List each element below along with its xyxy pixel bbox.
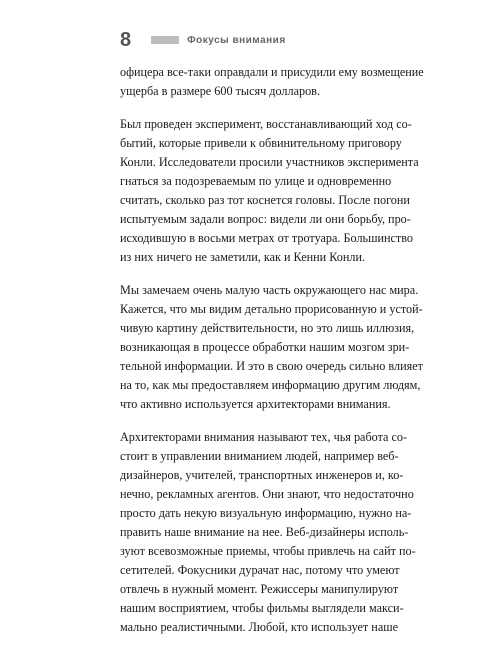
text-line: мально реалистичными. Любой, кто использует наше bbox=[120, 620, 399, 634]
text-line: из них ничего не заметили, как и Кенни Конли. bbox=[120, 250, 366, 264]
text-line: просто дать некую визуальную информацию, нужно на- bbox=[120, 506, 412, 520]
page-number: 8 bbox=[120, 29, 132, 51]
text-line: считать, сколько раз тот коснется головы. После погони bbox=[120, 193, 410, 207]
text-line: на то, как мы предоставляем информацию другим людям, bbox=[120, 378, 421, 392]
header-rule bbox=[151, 36, 179, 44]
text-line: зуют всевозможные приемы, чтобы привлечь на сайт по- bbox=[120, 544, 416, 558]
text-line: что активно используется архитекторами внимания. bbox=[120, 397, 391, 411]
text-line: чивую картину действительности, но это лишь иллюзия, bbox=[120, 321, 415, 335]
text-line: исходившую в восьми метрах от тротуара. Большинство bbox=[120, 231, 414, 245]
text-line: Кажется, что мы видим детально прорисованную и устой- bbox=[120, 302, 423, 316]
text-line: Архитекторами внимания называют тех, чья работа со- bbox=[120, 430, 408, 444]
text-line: испытуемым задали вопрос: видели ли они борьбу, про- bbox=[120, 212, 411, 226]
text-line: нашим восприятием, чтобы фильмы выглядели макси- bbox=[120, 601, 404, 615]
text-line: Мы замечаем очень малую часть окружающего нас мира. bbox=[120, 283, 419, 297]
text-line: править наше внимание на нее. Веб-дизайнеры исполь- bbox=[120, 525, 409, 539]
text-line: отвлечь в нужный момент. Режиссеры манипулируют bbox=[120, 582, 399, 596]
text-line: офицера все-таки оправдали и присудили ему возмещение bbox=[120, 65, 424, 79]
page-header bbox=[120, 30, 286, 50]
paragraph bbox=[120, 115, 485, 267]
text-line: Был проведен эксперимент, восстанавливающий ход со- bbox=[120, 117, 412, 131]
text-line: нечно, рекламных агентов. Они знают, что недостаточно bbox=[120, 487, 414, 501]
paragraph bbox=[120, 281, 485, 414]
paragraph bbox=[120, 428, 485, 637]
text-line: возникающая в процессе обработки нашим мозгом зри- bbox=[120, 340, 410, 354]
text-line: стоит в управлении вниманием людей, например веб- bbox=[120, 449, 399, 463]
text-line: гнаться за подозреваемым по улице и одновременно bbox=[120, 174, 392, 188]
text-line: ущерба в размере 600 тысяч долларов. bbox=[120, 84, 320, 98]
text-line: тельной информации. И это в свою очередь сильно влияет bbox=[120, 359, 423, 373]
text-body bbox=[120, 63, 485, 651]
text-line: бытий, которые привели к обвинительному приговору bbox=[120, 136, 402, 150]
paragraph bbox=[120, 63, 485, 101]
text-line: сетителей. Фокусники дурачат нас, потому что умеют bbox=[120, 563, 400, 577]
text-line: Конли. Исследователи просили участников эксперимента bbox=[120, 155, 419, 169]
running-title: Фокусы внимания bbox=[187, 34, 286, 46]
text-line: дизайнеров, учителей, транспортных инженеров и, ко- bbox=[120, 468, 404, 482]
